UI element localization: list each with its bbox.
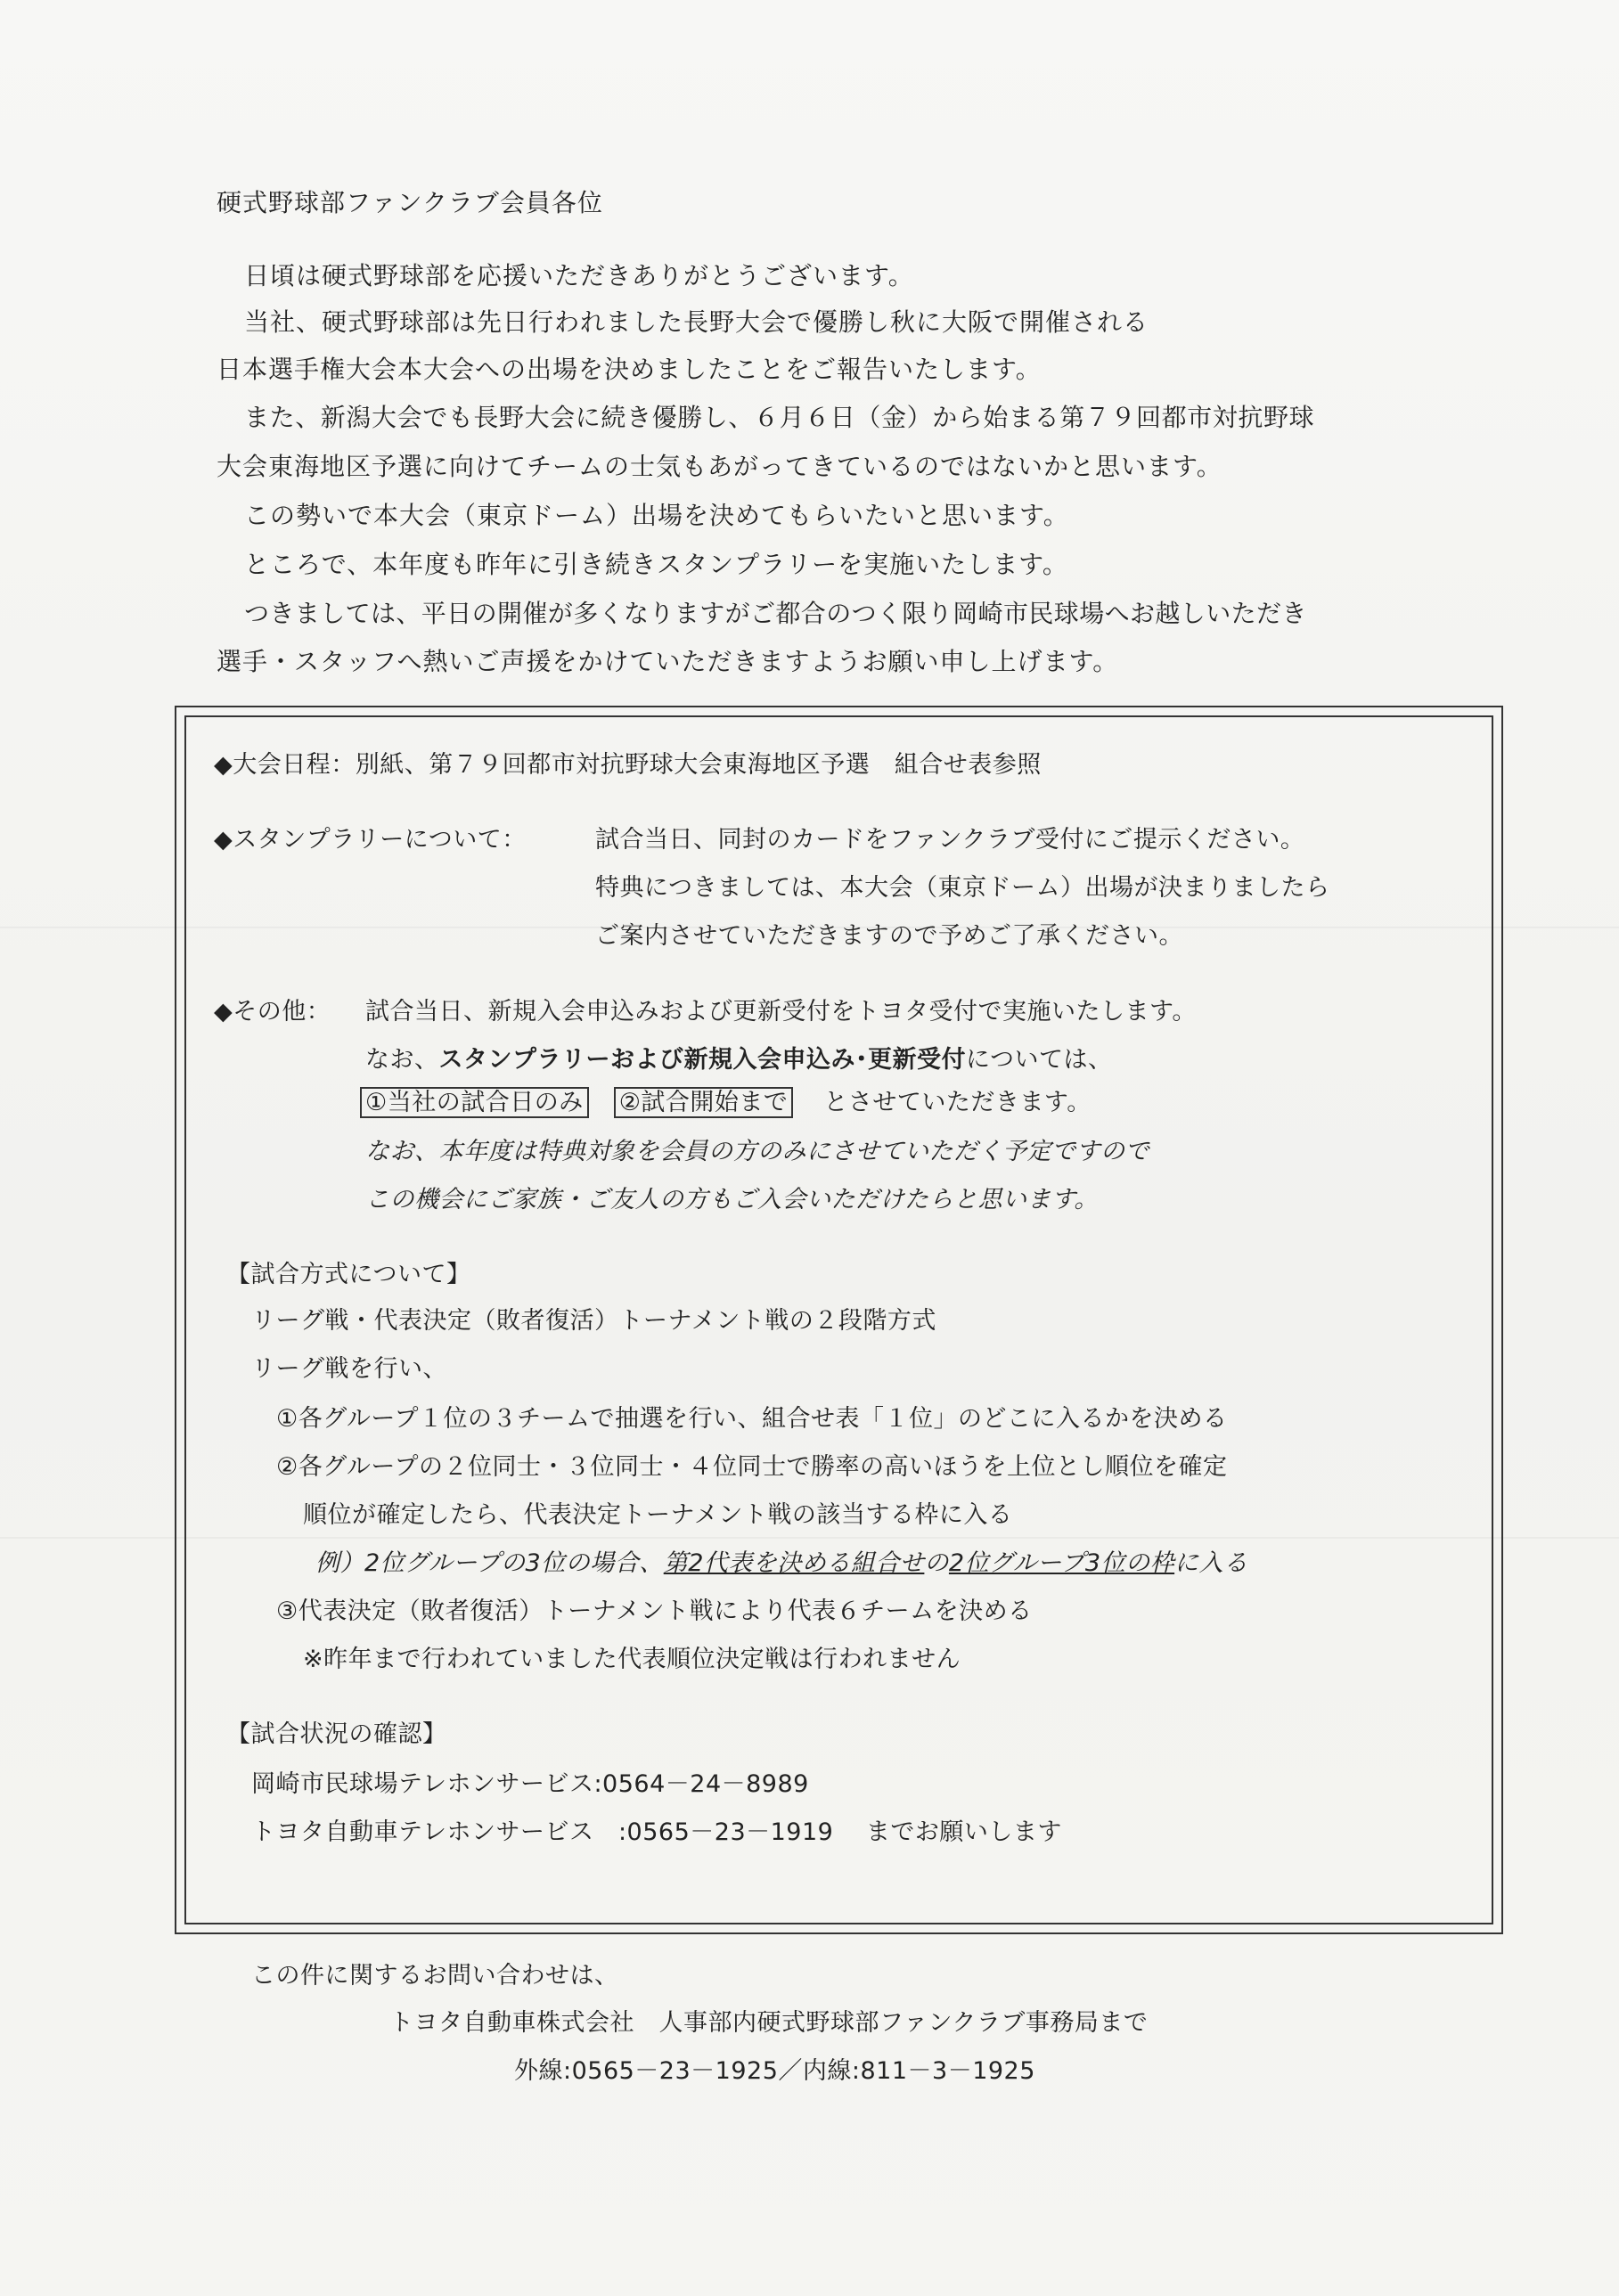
paragraph-line: 日本選手権大会本大会への出場を決めましたことをご報告いたします。 [217, 355, 1042, 384]
salutation: 硬式野球部ファンクラブ会員各位 [217, 188, 603, 217]
condition-box-2: ②試合開始まで [614, 1087, 794, 1118]
paragraph-line: この勢いで本大会（東京ドーム）出場を決めてもらいたいと思います。 [244, 501, 1069, 530]
example-text: 例）2位グループの3位の場合、 [315, 1549, 664, 1577]
format-item: 順位が確定したら、代表決定トーナメント戦の該当する枠に入る [303, 1501, 1013, 1529]
format-heading: 【試合方式について】 [226, 1261, 471, 1288]
contact-line: トヨタ自動車株式会社 人事部内硬式野球部ファンクラブ事務局まで [389, 2009, 1149, 2037]
schedule-line: ◆大会日程：別紙、第７９回都市対抗野球大会東海地区予選 組合せ表参照 [214, 751, 1042, 779]
format-item: ①各グループ１位の３チームで抽選を行い、組合せ表「１位」のどこに入るかを決める [276, 1405, 1228, 1433]
other-line: 試合当日、新規入会申込みおよび更新受付をトヨタ受付で実施いたします。 [365, 998, 1197, 1025]
format-line: リーグ戦を行い、 [251, 1355, 447, 1383]
paragraph-line: また、新潟大会でも長野大会に続き優勝し、６月６日（金）から始まる第７９回都市対抗野球 [244, 403, 1315, 432]
bold-emphasis: スタンプラリーおよび新規入会申込み･更新受付 [438, 1046, 966, 1074]
other-text: なお、 [365, 1046, 439, 1074]
contact-line: この件に関するお問い合わせは、 [251, 1962, 619, 1990]
format-note: ※昨年まで行われていました代表順位決定戦は行われません [303, 1646, 961, 1673]
italic-note: この機会にご家族・ご友人の方もご入会いただけたらと思います。 [365, 1186, 1099, 1213]
example-underline: 第2代表を決める組合せ [663, 1549, 925, 1577]
paragraph-line: ところで、本年度も昨年に引き続きスタンプラリーを実施いたします。 [244, 550, 1068, 579]
format-line: リーグ戦・代表決定（敗者復活）トーナメント戦の２段階方式 [251, 1307, 936, 1335]
paragraph-line: 当社、硬式野球部は先日行われました長野大会で優勝し秋に大阪で開催される [244, 307, 1149, 337]
contact-line: 外線:0565－23－1925／内線:811－3－1925 [514, 2057, 1035, 2085]
other-line-emphasis [365, 1040, 1112, 1074]
other-text: については、 [966, 1046, 1113, 1074]
other-text: とさせていただきます。 [823, 1089, 1092, 1116]
stamp-rally-line: 試合当日、同封のカードをファンクラブ受付にご提示ください。 [595, 826, 1305, 854]
format-item: ②各グループの２位同士・３位同士・４位同士で勝率の高いほうを上位とし順位を確定 [276, 1453, 1228, 1481]
paragraph-line: 日頃は硬式野球部を応援いただきありがとうございます。 [244, 261, 914, 290]
stamp-rally-line: 特典につきましては、本大会（東京ドーム）出場が決まりましたら [595, 874, 1330, 902]
other-label: ◆その他： [214, 998, 331, 1025]
status-line: 岡崎市民球場テレホンサービス:0564－24－8989 [251, 1770, 809, 1798]
example-text: に入る [1174, 1549, 1248, 1577]
condition-box-1: ①当社の試合日のみ [360, 1087, 589, 1118]
stamp-rally-label: ◆スタンプラリーについて： [214, 826, 527, 854]
status-line: トヨタ自動車テレホンサービス :0565－23－1919 までお願いします [251, 1818, 1062, 1846]
status-heading: 【試合状況の確認】 [226, 1720, 447, 1748]
example-text: の [924, 1549, 949, 1577]
example-underline: 2位グループ3位の枠 [948, 1549, 1175, 1577]
paragraph-line: 大会東海地区予選に向けてチームの士気もあがってきているのではないかと思います。 [217, 452, 1222, 481]
italic-note: なお、本年度は特典対象を会員の方のみにさせていただく予定ですので [365, 1138, 1149, 1165]
other-conditions [360, 1083, 1092, 1117]
stamp-rally-line: ご案内させていただきますので予めご了承ください。 [595, 922, 1183, 950]
format-example [315, 1543, 1248, 1578]
paragraph-line: 選手・スタッフへ熱いご声援をかけていただきますようお願い申し上げます。 [217, 647, 1119, 676]
paragraph-line: つきましては、平日の開催が多くなりますがご都合のつく限り岡崎市民球場へお越しいただき [244, 599, 1307, 628]
format-item: ③代表決定（敗者復活）トーナメント戦により代表６チームを決める [276, 1597, 1033, 1625]
